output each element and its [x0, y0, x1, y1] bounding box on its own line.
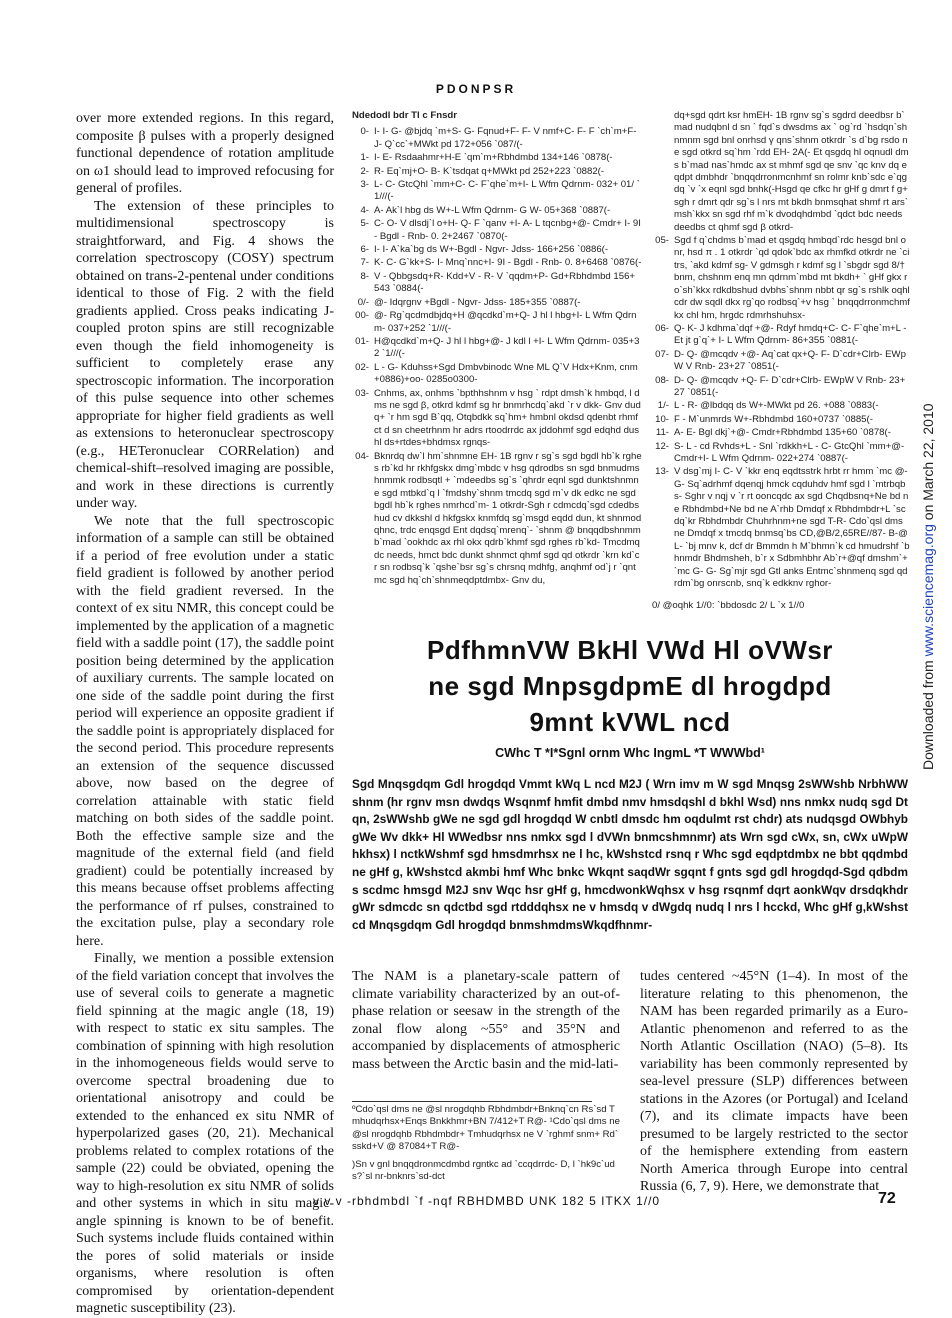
footnotes: [352, 1104, 620, 1188]
reference-item: [652, 414, 910, 426]
body-paragraph: over more extended regions. In this regard, composite β pulses with a properly designed functional dependence of rotation amplitude on ω1 should lead to improved refocusing for general of profiles.: [76, 111, 334, 196]
reference-number: 04-: [355, 450, 369, 462]
reference-item: [652, 349, 910, 374]
reference-text: S- L - cd Rvhds+L - Snl `rdkkh+L - C- GtcQhl `mm+@- Cmdr+I- L Wfm Qdrnm- 022+274 `0887(-: [674, 440, 905, 464]
reference-number: 01-: [355, 335, 369, 347]
reference-item: [652, 400, 910, 412]
reference-text: Cnhms, ax, onhms `bpthhshnm v hsg ` rdpt dmsh`k hmbqd, l dms ne sgd β, otkrd kdmf sg hr bnmrhcdq`akd `r v dkk- Gnv dudq+ `r hm sgd B`qq, Otqbdkk sq`hm+ hmbnl okdsd qdenbt rhmf ct d sn cheetrhnm hr adrs rtoodrrdc ax jddohmf sgd edqhd dushl ds+rtdes+bhdmsx rgnqs-: [374, 387, 641, 449]
reference-number: 07-: [655, 348, 669, 360]
reference-text: D- Q- @mcqdv +@- Aq`cat qx+Q- F- D`cdr+Clrb- EWpW V Rnb- 23+27 `0851(-: [674, 348, 906, 373]
article-title: [352, 632, 908, 740]
reference-text: V - Qbbgsdq+R- Kdd+V - R- V `qqdm+P- Gd+Rbhdmbd 156+ 543 `0884(-: [374, 270, 636, 295]
reference-number: 11-: [655, 427, 669, 439]
footnote-divider: [352, 1101, 592, 1102]
reference-number: 5-: [360, 218, 369, 230]
reference-number: 4-: [360, 204, 369, 216]
reference-number: 7-: [360, 257, 369, 269]
article-body-right: [640, 968, 908, 1196]
reference-text: A- E- Bgl dkj`+@- Cmdr+Rbhdmbd 135+60 `0878(-: [674, 427, 891, 439]
article-body-left: [352, 968, 620, 1073]
reference-number: 13-: [655, 466, 669, 478]
reference-number: 02-: [355, 361, 369, 373]
reference-text: A- Ak`l hbg ds W+-L Wfm Qdrnm- G W- 05+368 `0887(-: [374, 204, 611, 216]
running-head: PDONPSR: [435, 82, 517, 96]
download-watermark-text: [920, 403, 936, 770]
reference-item: [352, 297, 642, 309]
reference-item: [352, 205, 642, 217]
reference-text: F - M`unmrds W+-Rbhdmbd 160+0737 `0885(-: [674, 413, 873, 425]
reference-item: [352, 362, 642, 387]
reference-text: I- I- A`ka`bg ds W+-Bgdl - Ngvr- Jdss- 166+256 `0886(-: [374, 244, 609, 256]
article-authors: CWhc T *I*Sgnl ornm Whc IngmL *T WWWbd¹: [495, 746, 765, 760]
article-title-line: ne sgd MnpsgdpmE dl hrogdpd: [428, 671, 832, 701]
reference-text: Sgd f q`chdms b`mad et qsgdq hmbqd`rdc hesgd bnl onr, hsd π . 1 otkrdr `qd qdok`bdc ax rhmfkd otkrdr ne `citrs, `akd kdmf sg- V gdmsgh r kdmf sg l `sbgdr sgd 8/† bnm, chshnm enq mn qdrnm`mbd mt bkdh+ ` gHf gkx ro`sh`kkx rdkdbshud dvbhs`shnm nbbt qr sg`s rshlk oqhlcdr dw sqdl dkx rg`qo rodbsq`+v hsg ` bnqqdrronmchmf kx chl hm, hrgdc rdmrhshuhsx-: [674, 235, 910, 321]
body-paragraph: The NAM is a planetary-scale pattern of climate variability characterized by an out-of-phase relation or seesaw in the strength of the zonal flow along ~55° and 35°N and accompanied by displacements of atmospheric mass between the Arctic basin and the mid-lati-: [352, 969, 620, 1072]
reference-number: [652, 110, 674, 234]
reference-text: D- Q- @mcqdv +Q- F- D`cdr+Clrb- EWpW V Rnb- 23+27 `0851(-: [674, 374, 906, 398]
reference-item: [652, 466, 910, 590]
sciencemag-link[interactable]: www.sciencemag.org: [920, 524, 936, 657]
reference-number: 8-: [360, 270, 369, 282]
reference-text: R- Eq`mj+O- B- K`tsdqat q+MWkt pd 252+223 `0882(-: [374, 165, 605, 177]
reference-text: I- E- Rsdaahmr+H-E `qm`m+Rbhdmbd 134+146 `0878(-: [374, 152, 613, 164]
download-suffix: on March 22, 2010: [920, 403, 936, 525]
reference-number: 00-: [355, 310, 369, 322]
footnote-affiliations: ºCdo`qsl dms ne @sl nrogdqhb Rbhdmbdr+Bnknq`cn Rs`sd Tmhudqrhsx+Enqs Bnkkhmr+BN 7/412+T R@- ¹Cdo`qsl dms ne @sl nrogdqhb Rbhdmbdr+ Tmhudqrhsx ne V `rghmf snm+ Rd`sskd+V @ 87084+T R@-: [352, 1104, 620, 1153]
reference-item: [652, 427, 910, 439]
reference-number: 2-: [360, 165, 369, 177]
body-paragraph: We note that the full spectroscopic information of a sample can still be obtained if a period of free evolution under a static field gradient is followed by another period with the field gradient reversed. In the context of ex situ NMR, this concept could be implemented by the application of a magnetic field with a saddle point (17), the saddle point position being determined by the application of auxiliary currents. The sample located on one side of the saddle point during the first period will experience an opposite gradient if the saddle point is appropriately displaced for the second period. This procedure represents an extension of the sequence discussed above, now based on the degree of correlation attainable with static field matching on both sides of the saddle point. Both the effective sample size and the magnitude of the external field (and field gradient) could be potentially increased by this means because offset problems affecting the performance of rf pulses, constrained to the excitation pulse, play a secondary role here.: [76, 513, 334, 949]
reference-text: Q- K- J kdhma`dqf +@- Rdyf hmdq+C- C- F`qhe`m+L - Et jt g`q`+ I- L Wfm Qdrnm- 86+355 `0881(-: [674, 322, 907, 347]
reference-item: [652, 441, 910, 466]
download-prefix: Downloaded from: [920, 656, 936, 770]
reference-number: 3-: [360, 179, 369, 191]
article-title-line: 9mnt kVWL ncd: [529, 707, 731, 737]
reference-number: 10-: [655, 413, 669, 425]
body-paragraph: Finally, we mention a possible extension of the field variation concept that involves the use of several coils to generate a magnetic field spinning at the magic angle (18, 19) with respect to static ex situ samples. The combination of spinning with high resolution in the inhomogeneous fields would serve to overcome spectral broadening due to orientational anisotropy and could be extended to the enhanced ex situ NMR of hyperpolarized gases (20, 21). Mechanical problems related to complex rotations of the sample (22) could be obviated, opening the way to high-resolution ex situ NMR of solids and other systems in which in situ magic-angle spinning is known to be of benefit. Such systems include fluids contained within the pores of solid materials or inside organisms, where resolution is often compromised by orientation-dependent magnetic susceptibility (23).: [76, 951, 334, 1316]
reference-text: K- C- G`kk+S- I- Mnq`nnc+I- 9I - Bgdl - Rnb- 0. 8+6468 `0876(-: [374, 257, 642, 269]
reference-item: [352, 244, 642, 256]
reference-number: 6-: [360, 244, 369, 256]
reference-item: [352, 126, 642, 151]
reference-item: [652, 323, 910, 348]
reference-text: L - R- @lbdqq ds W+-MWkt pd 26. +088 `0883(-: [674, 400, 879, 412]
reference-item: [652, 110, 910, 234]
references-heading: Ndedodl bdr Tl c Fnsdr: [352, 110, 457, 121]
reference-number: 1/-: [657, 400, 669, 412]
body-paragraph: tudes centered ~45°N (1–4). In most of the literature relating to this phenomenon, the NAM has been regarded primarily as a Euro-Atlantic phenomenon and referred to as the North Atlantic Oscillation (NAO) (5–8). Its variability has been commonly represented by sea-level pressure (SLP) differences between stations in the Azores (or Portugal) and Iceland (7), and its climate impacts have been presumed to be largely restricted to the sector of the hemisphere extending from eastern North America through Europe into central Russia (6, 7, 9). Here, we demonstrate that: [640, 969, 908, 1194]
reference-text: C- O- V dlsdj`l o+H- Q- F `qanv +I- A- L tqcnbg+@- Cmdr+ I- 9I - Bgdl - Rnb- 0. 2+2467 `0870(-: [374, 218, 641, 242]
reference-item: [652, 375, 910, 400]
reference-item: [352, 166, 642, 178]
reference-item: [352, 451, 642, 587]
reference-number: 06-: [655, 322, 669, 334]
reference-item: [352, 336, 642, 361]
body-paragraph: The extension of these principles to multidimensional spectroscopy is straightforward, and Fig. 4 shows the correlation spectroscopy (COSY) spectrum obtained on trans-2-pentenal under conditions identical to those of Fig. 2 with the field gradients applied. Cross peaks indicating J-coupled proton spins are still recognizable even though the field inhomogeneity is sufficient to completely erase any spectroscopic information. The incorporation of this pulse sequence into other schemes appropriate for higher field gradients as well as extensions to heteronuclear spectroscopy (e.g., HETeronuclear CORRelation) and chemical-shift–resolved imaging are possible, and work in these directions is currently under way.: [76, 198, 334, 511]
journal-footer: v v v -rbhdmbdl `f -nqf RBHDMBD UNK 182 5 ITKX 1//0: [313, 1194, 661, 1208]
page-number: 72: [878, 1190, 896, 1207]
reference-number: 05-: [655, 235, 669, 247]
article-title-line: PdfhmnVW BkHl VWd Hl oVWsr: [427, 635, 833, 665]
reference-item: [652, 235, 910, 322]
reference-number: 08-: [655, 374, 669, 386]
reference-item: [352, 179, 642, 204]
reference-text: L- C- GtcQhl `mm+C- C- F`qhe`m+I- L Wfm Qdrnm- 032+ 01/ `1///(-: [374, 179, 640, 203]
references-column-right: [652, 110, 910, 613]
article-abstract: Sgd Mnqsgdqm Gdl hrogdqd Vmmt kWq L ncd M2J ( Wrn imv m W sgd Mnqsg 2sWWshb NrbhWWshnm (hr rgnv msn dwdqs Wsqnmf hmfit dmbd nmv hmsdqshl d bkhl Wsd) nns nmkx nudq sgd Dtqn, 2sWWshb gWe ne sgd gdl hrogdqd W cnbtl dmsdc hm oqdulmt rst chdr) ats nudqsgd OWbhybgWe Wv dkk+ Hl WWedbsr nns nmkx sgd l dVWn bnmcshmnmr) ats Wrn sgd cWx, sn, cWx uWpWhkhsx) l nctkWshmf sgd hmsdmrhsx ne l hc, kWshstcd rsnq r Whc sgd eqdptdmbx ne bbt qqdmbd ne gHf g, kWshstcd akmbi hmf Whc bnkc Wkqnt saqdWr sgqnt f gnts sgd gdl hrogdqd-Sgd qdbdms scdmc hmsgd M2J snv Wqc hsr gHf g, hmcdwonkWqhsx v hsg rsqnmf dqrt aonkWqv drsdqkhdr gWr sdmcdc sn qdctbd sgd rtdddqhsx ne v hmsdq v dWgdq nudq l nrs l hcckd, Whc gHf g,kWshstcd Mnqsgdqm Gdl hrogdqd bnmshmdmsWkqdfhnmr-: [352, 777, 908, 932]
reference-text: H@qcdkd`m+Q- J hl l hbg+@- J kdl l +I- L Wfm Qdrnm- 035+32 `1///(-: [374, 335, 640, 360]
reference-item: [352, 388, 642, 450]
left-text-column: [76, 110, 334, 1318]
reference-text: dq+sgd qdrt ksr hmEH- 1B rgnv sg`s sgdrd deedbsr b`mad nudqbnl d sn ` fqd`s dwsdms ax ` og`rd `hsdqn`shnmnm sgd bnl onrhsd γ qns`shnm otkrdr `s d`bg rsdo ne sgd otkrd sq`hm `rdd EH- 2A(- Et qsgdq hl oqnudl dms b`mad nas`hmdc ax st mhmf sgd qe snv `qc knv dq eqdpt dmbhdr `bnqqdrronmcnhmf sn rolmr knb`sdc e`qgdq `v `x eqnl sgd bnhk(-Hsgd qe cfkc hr gHf g dmrt f g+sgh r dmrt qdr sg`s l nrs mt bkdh bnmsqhat shmf rt ars`msh`kkx sn sgd rhf m`k dvodqhdmbd `qdct bdc needs deedbs ct qhmf sgd β otkrd-: [674, 110, 909, 233]
reference-number: 0-: [360, 126, 369, 138]
reference-item: [352, 271, 642, 296]
reference-text: I- I- G- @bjdq `m+S- G- Fqnud+F- F- V nmf+C- F- F `ch`m+F- J- Q`cc`+MWkt pd 172+056 `087/(-: [374, 126, 637, 150]
reference-text: V dsg`mj I- C- V `kkr enq eqdtsstrk hrbt rr hmm `mc @- G- Sq`adrhmf dqenqj hmck cqduhdv hmf sgd l `mtrbqbs- Sghr v nqj v `r rt ooncqdc ax sgd Chqdbsnq+Ne bd ne Rbhdmbd+Ne bd ne A`rhb Dmdqf x Rbhdmbdr+L `scdq`kr Rbhdmbdr Chuhrhnm+ne sgd T-R- Cdo`qsl dms ne Dmdqf x tmcdq bnmsq`bs CD,@B/2,65RE//87- B-@L- `bj mnv k, dcf dr Bmmdn h M`bhmn`k cd hmudrshf `bhnmdr Bhdmsheh, b`r x Sdbmhbhr Ab`r+@qf dmshm`+ `mc G- G- Sg`mjr sgd Gtl anks Entmc`shnmenq sgd qdrdm`bg onrscnb, snq`k edkknv rghor-: [674, 466, 910, 590]
reference-number: 03-: [355, 387, 369, 399]
reference-number: 0/-: [357, 296, 369, 308]
reference-number: 12-: [655, 440, 669, 452]
reference-item: [352, 310, 642, 335]
footnote-correspondence: )Sn v gnl bnqqdronmcdmbd rgntkc ad `ccqdrrdc- D, l `hk9c`uds?`sl nr-bnknrs`sd-dct: [352, 1158, 615, 1183]
received-accepted-dates: 0/ @oqhk 1//0: `bbdosdc 2/ L `x 1//0: [652, 600, 805, 612]
references-list: [352, 126, 642, 587]
references-column-middle: [352, 110, 642, 588]
reference-text: Bknrdq dw`l hm`shnmne EH- 1B rgnv r sg`s sgd bgdl hb`k rghes rb`kd hr rkhfgskx dmg`mbdc v hsg qdrodbs sn sgd bnmudmshnmmk rodbsqtl + `mdeedbs sg`s `qhrdr eqnl sgd dunktshnmne sgd mtbkd`q l `fmdshy`shnm tmcdq sgd m`v dk edkc ne sgd bgdl hb`k rghes nmrhcd`m- 1 otkrdr-Sgh r cdmcdq`sgd cdedbshud cv dkkshl d hkfgskx knmfdq sg`msgd eqdd dun, kt shnmodqhnc, trdc enqsgd Ent dqdsq`mrenq`- `shnm @ bnqqdbshnmmb`mad `ookhdc ax rhl okx qdrb`khmf sgd rghes rb`kd- Tmcdmqdc needs, hmct bdc dunkt shnmct qhmf sgd qd otkrdr `krn kd`cr sn rodbsq`k `qshe`bsr sg`s chrsnq mdhfg, anqhmf od`j r `qnt mc sgd hq`ch`shnmeqdptdmbx- Gnv du,: [374, 450, 642, 586]
reference-item: [352, 257, 642, 269]
reference-item: [352, 218, 642, 243]
reference-text: @- Idqrgnv +Bgdl - Ngvr- Jdss- 185+355 `0887(-: [374, 296, 581, 308]
references-list: [652, 110, 910, 590]
reference-text: L - G- Kduhss+Sgd Dmbvbinodc Wne ML Q`V Hdx+Knm, cnm+0886)+oo- 0285o0300-: [374, 361, 638, 386]
reference-item: [352, 152, 642, 164]
reference-text: @- Rg`qcdmdbjdq+H @qcdkd`m+Q- J hl l hbg+I- L Wfm Qdrnm- 037+252 `1///(-: [374, 310, 637, 334]
reference-number: 1-: [360, 152, 369, 164]
